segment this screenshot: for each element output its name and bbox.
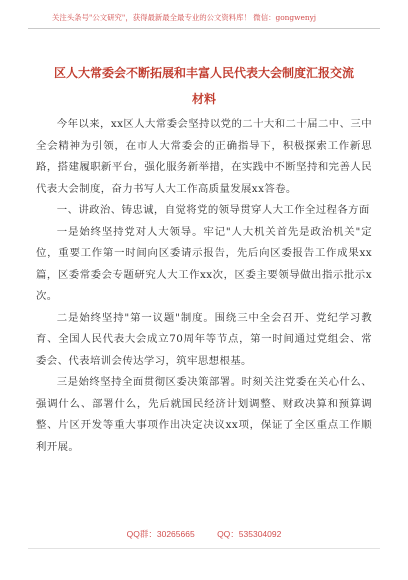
document-title bbox=[30, 60, 378, 112]
title-line-1: 区人大常委会不断拓展和丰富人民代表大会制度汇报交流 bbox=[53, 66, 354, 80]
page-footer bbox=[0, 528, 408, 540]
footer-qq-group: QQ群：30265665 bbox=[126, 529, 195, 539]
paragraph-intro: 今年以来，xx区人大常委会坚持以党的二十大和二十届二中、三中全会精神为引领，在市人大常委会的正确指导下，积极探索工作新思路，搭建履职新平台，强化服务新举措，在实践中不断坚持和完善人民代表大会制度，奋力书写人大工作高质量发展xx答卷。 bbox=[36, 118, 372, 195]
document-body bbox=[36, 114, 372, 458]
paragraph-point-1: 一是始终坚持党对人大领导。牢记"人大机关首先是政治机关"定位，重要工作第一时间向区委请示报告，先后向区委报告工作成果xx篇，区委常委会专题研究人大工作xx次，区委主要领导做出指示批示x次。 bbox=[36, 225, 372, 302]
header-divider bbox=[28, 28, 380, 29]
page-header-notice: 关注头条号"公文研究"，获得最新最全最专业的公文资料库！ 微信：gongwenyj bbox=[52, 13, 317, 22]
paragraph-point-3: 三是始终坚持全面贯彻区委决策部署。时刻关注党委在关心什么、强调什么、部署什么，先后就国民经济计划调整、财政决算和预算调整、片区开发等重大事项作出决定决议xx项，保证了全区重点工作顺利开展。 bbox=[36, 376, 372, 453]
footer-divider bbox=[28, 548, 380, 549]
paragraph-point-2: 二是始终坚持"第一议题"制度。围绕三中全会召开、党纪学习教育、全国人民代表大会成立70周年等节点，第一时间通过党组会、常委会、代表培训会传达学习，筑牢思想根基。 bbox=[36, 311, 372, 367]
section-heading-1: 一、讲政治、铸忠诚，自觉将党的领导贯穿人大工作全过程各方面 bbox=[56, 204, 370, 216]
title-line-2: 材料 bbox=[191, 92, 216, 106]
footer-qq: QQ：535304092 bbox=[217, 529, 282, 539]
